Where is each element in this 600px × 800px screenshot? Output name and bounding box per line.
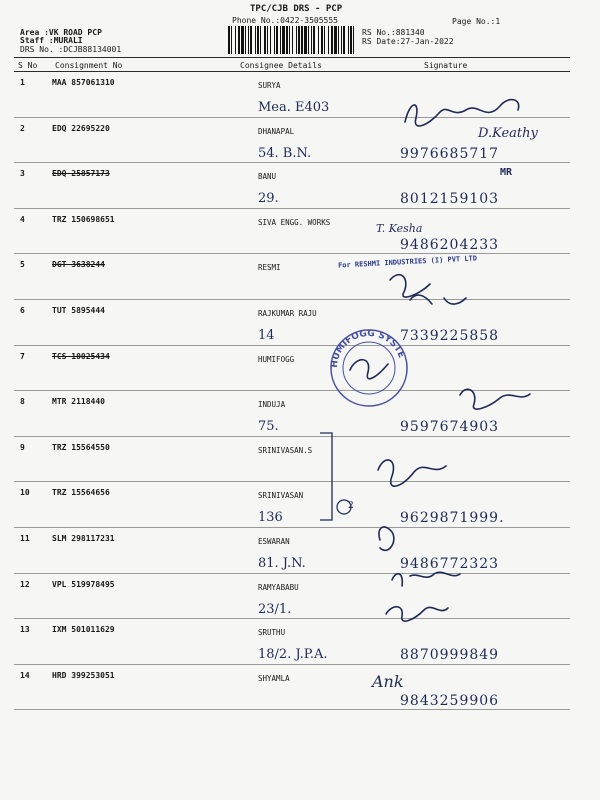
row-phone-handwritten: 8870999849 (400, 647, 500, 664)
row-consignment-no: IXM 501011629 (52, 625, 115, 635)
row-phone-handwritten: 8012159103 (400, 191, 500, 208)
col-consignment: Consignment No (55, 61, 123, 70)
row-sno: 2 (20, 123, 25, 133)
resmi-company-stamp: For RESHMI INDUSTRIES (I) PVT LTD (337, 254, 478, 270)
row-phone-handwritten: 9629871999. (400, 510, 505, 527)
row4-signature: T. Kesha (376, 222, 423, 235)
row-phone-handwritten: 9486772323 (400, 556, 500, 572)
group-mark: 2 (348, 501, 354, 511)
row-phone-handwritten: 7339225858 (400, 328, 500, 344)
row14-signature: Ank (372, 672, 404, 691)
row-address-handwritten: 14 (258, 328, 275, 343)
row-consignee-name: DHANAPAL (258, 126, 295, 136)
row-consignment-no: EDQ 22695220 (52, 123, 110, 133)
row-address-handwritten: 23/1. (258, 601, 292, 617)
row-address-handwritten: Mea. E403 (258, 100, 330, 115)
row-consignee-name: SURYA (258, 81, 281, 90)
row-consignee-name: SRUTHU (258, 628, 286, 638)
row-phone-handwritten: 9843259906 (400, 692, 500, 709)
rs-number: RS No.:881340 (362, 28, 425, 37)
row-consignee-name: SIVA ENGG. WORKS (258, 217, 331, 227)
row-sno: 14 (20, 670, 30, 680)
col-sno: S No (18, 61, 38, 70)
row2-signature: D.Keathy (478, 126, 538, 141)
row-consignment-no: SLM 298117231 (52, 534, 115, 543)
row-address-handwritten: 29. (258, 191, 279, 207)
row-consignment-no: TRZ 150698651 (52, 214, 115, 224)
row-consignee-name: SRINIVASAN (258, 491, 304, 501)
row-address-handwritten: 18/2. J.P.A. (258, 647, 328, 663)
row-sno: 5 (20, 260, 25, 270)
row-consignee-name: HUMIFOGG (258, 354, 295, 364)
row-address-handwritten: 136 (258, 510, 283, 526)
drs-number: DRS No. :DCJB88134001 (20, 45, 122, 54)
row-consignee-name: INDUJA (258, 400, 286, 410)
col-consignee: Consignee Details (240, 61, 322, 70)
page-number: Page No.:1 (452, 17, 501, 26)
area-label: Area :VK ROAD PCP (20, 28, 102, 37)
row-phone-handwritten: 9597674903 (400, 419, 500, 436)
document-title: TPC/CJB DRS - PCP (250, 4, 343, 14)
row-address-handwritten: 75. (258, 419, 279, 435)
row-consignee-name: ESWARAN (258, 537, 290, 546)
row-address-handwritten: 54. B.N. (258, 145, 312, 161)
rs-date: RS Date:27-Jan-2022 (362, 37, 454, 46)
row-sno: 4 (20, 214, 25, 224)
row-consignment-no: TCS 10025434 (52, 351, 110, 361)
row-consignment-no: HRD 399253051 (52, 670, 115, 680)
row-sno: 9 (20, 442, 25, 452)
row-sno: 12 (20, 579, 30, 589)
row-sno: 13 (20, 625, 30, 635)
row-phone-handwritten: 9976685717 (400, 145, 500, 162)
row-consignment-no: TUT 5895444 (52, 306, 105, 315)
row-sno: 3 (20, 169, 25, 179)
row-consignee-name: SHYAMLA (258, 673, 290, 683)
row-phone-handwritten: 9486204233 (400, 236, 500, 253)
staff-label: Staff :MURALI (20, 36, 83, 45)
row-sno: 6 (20, 306, 25, 315)
row-consignment-no: TRZ 15564656 (52, 488, 110, 498)
row-sno: 8 (20, 397, 25, 407)
row-consignee-name: BANU (258, 172, 277, 182)
row-consignee-name: RESMI (258, 263, 281, 273)
svg-text:HUMIFOGG SYSTE: HUMIFOGG SYSTE (329, 328, 407, 369)
row-consignment-no: TRZ 15564550 (52, 442, 110, 452)
row-sno: 10 (20, 488, 30, 498)
row-sno: 1 (20, 78, 25, 87)
row-consignment-no: EDQ 25857173 (52, 169, 110, 179)
row-consignment-no: MAA 857061310 (52, 78, 115, 87)
row3-note: MR (500, 167, 513, 178)
row-consignee-name: RAJKUMAR RAJU (258, 309, 317, 318)
phone-number: Phone No.:0422-3505555 (232, 16, 338, 25)
row-consignment-no: VPL 519978495 (52, 579, 115, 589)
col-signature: Signature (424, 61, 468, 70)
row-consignee-name: SRINIVASAN.S (258, 445, 313, 455)
row-consignment-no: DGT 3638244 (52, 260, 105, 270)
row-sno: 7 (20, 351, 25, 361)
row-consignment-no: MTR 2118440 (52, 397, 105, 407)
row-consignee-name: RAMYABABU (258, 582, 299, 592)
row-sno: 11 (20, 534, 30, 543)
row-address-handwritten: 81. J.N. (258, 556, 306, 571)
